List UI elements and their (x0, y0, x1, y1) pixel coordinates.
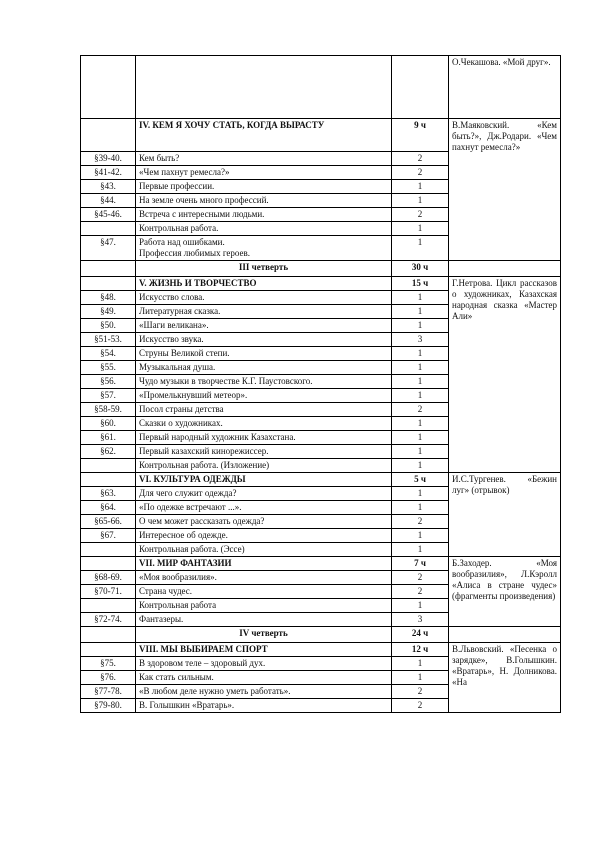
topic-cell (136, 515, 392, 529)
topic-text: Контрольная работа. (139, 223, 219, 233)
literature-cell (449, 261, 561, 277)
topic-cell (136, 194, 392, 208)
topic-cell (136, 56, 392, 119)
topic-text: Посол страны детства (139, 404, 224, 414)
section-title: VII. МИР ФАНТАЗИИ (136, 557, 392, 571)
hours-cell: 1 (392, 431, 449, 445)
hours-cell: 2 (392, 585, 449, 599)
literature-cell: Г.Нетрова. Цикл рассказов о художниках, Казахская народная сказка «Мастер Али» (449, 277, 561, 473)
topic-cell (136, 222, 392, 236)
topic-text-2: Профессия любимых героев. (139, 248, 251, 258)
num-cell (81, 119, 136, 152)
paragraph-number: §61. (81, 431, 136, 445)
hours-cell: 2 (392, 685, 449, 699)
topic-cell (136, 152, 392, 166)
quarter-row (81, 627, 561, 643)
section-hours: 5 ч (392, 473, 449, 487)
num-cell (81, 261, 136, 277)
lesson-plan-table (80, 55, 561, 713)
paragraph-number: §72-74. (81, 613, 136, 627)
num-cell (81, 56, 136, 119)
topic-text: «Моя вообразилия». (139, 572, 217, 582)
paragraph-number: §44. (81, 194, 136, 208)
table-row (81, 56, 561, 119)
topic-cell (136, 671, 392, 685)
paragraph-number: §48. (81, 291, 136, 305)
topic-text: Для чего служит одежда? (139, 488, 237, 498)
hours-cell: 1 (392, 657, 449, 671)
hours-cell: 3 (392, 333, 449, 347)
topic-text: Работа над ошибками. (139, 237, 225, 247)
section-header-row (81, 119, 561, 152)
topic-cell (136, 685, 392, 699)
paragraph-number: §56. (81, 375, 136, 389)
paragraph-number: §67. (81, 529, 136, 543)
hours-cell: 1 (392, 389, 449, 403)
topic-cell (136, 333, 392, 347)
literature-cell: В.Львовский. «Песенка о зарядке», В.Голышкин. «Вратарь», Н. Долникова. «На (449, 643, 561, 713)
hours-cell: 1 (392, 459, 449, 473)
paragraph-number: §68-69. (81, 571, 136, 585)
topic-text: Чудо музыки в творчестве К.Г. Паустовского. (139, 376, 313, 386)
hours-cell: 2 (392, 515, 449, 529)
paragraph-number: §63. (81, 487, 136, 501)
topic-cell (136, 459, 392, 473)
num-cell (81, 557, 136, 571)
topic-text: Струны Великой степи. (139, 348, 230, 358)
quarter-hours: 24 ч (392, 627, 449, 643)
topic-cell (136, 403, 392, 417)
hours-cell: 1 (392, 375, 449, 389)
paragraph-number: §55. (81, 361, 136, 375)
topic-text: Контрольная работа. (Эссе) (139, 544, 245, 554)
topic-cell (136, 180, 392, 194)
topic-cell (136, 585, 392, 599)
topic-text: Контрольная работа (139, 600, 217, 610)
paragraph-number: §62. (81, 445, 136, 459)
topic-text: В здоровом теле – здоровый дух. (139, 658, 266, 668)
paragraph-number (81, 459, 136, 473)
hours-cell: 1 (392, 236, 449, 261)
num-cell (81, 643, 136, 657)
hours-cell: 2 (392, 152, 449, 166)
topic-cell (136, 699, 392, 713)
paragraph-number: §50. (81, 319, 136, 333)
hours-cell: 1 (392, 305, 449, 319)
hours-cell: 2 (392, 208, 449, 222)
topic-cell (136, 236, 392, 261)
topic-text: Первый казахский кинорежиссер. (139, 446, 269, 456)
topic-cell (136, 431, 392, 445)
topic-text: Первые профессии. (139, 181, 215, 191)
hours-cell: 1 (392, 347, 449, 361)
hours-cell: 1 (392, 529, 449, 543)
hours-cell: 2 (392, 571, 449, 585)
topic-cell (136, 487, 392, 501)
literature-cell (449, 627, 561, 643)
hours-cell (392, 56, 449, 119)
topic-cell (136, 417, 392, 431)
paragraph-number: §65-66. (81, 515, 136, 529)
topic-text: Музыкальная душа. (139, 362, 216, 372)
paragraph-number: §58-59. (81, 403, 136, 417)
topic-cell (136, 347, 392, 361)
section-header-row (81, 473, 561, 487)
num-cell (81, 277, 136, 291)
topic-cell (136, 657, 392, 671)
paragraph-number: §41-42. (81, 166, 136, 180)
hours-cell: 1 (392, 543, 449, 557)
quarter-row (81, 261, 561, 277)
topic-cell (136, 599, 392, 613)
literature-cell: В.Маяковский. «Кем быть?», Дж.Родари. «Чем пахнут ремесла?» (449, 119, 561, 261)
section-title: VI. КУЛЬТУРА ОДЕЖДЫ (136, 473, 392, 487)
paragraph-number: §49. (81, 305, 136, 319)
topic-cell (136, 166, 392, 180)
section-hours: 9 ч (392, 119, 449, 152)
topic-text: Первый народный художник Казахстана. (139, 432, 296, 442)
topic-text: «Шаги великана». (139, 320, 209, 330)
literature-cell: И.С.Тургенев. «Бежин луг» (отрывок) (449, 473, 561, 557)
hours-cell: 1 (392, 599, 449, 613)
topic-cell (136, 571, 392, 585)
literature-cell: Б.Заходер. «Моя вообразилия», Л.Кэролл «Алиса в стране чудес» (фрагменты произведения) (449, 557, 561, 627)
section-header-row (81, 643, 561, 657)
topic-text: Сказки о художниках. (139, 418, 223, 428)
paragraph-number: §47. (81, 236, 136, 261)
topic-cell (136, 361, 392, 375)
topic-cell (136, 208, 392, 222)
topic-text: Контрольная работа. (Изложение) (139, 460, 270, 470)
section-title: V. ЖИЗНЬ И ТВОРЧЕСТВО (136, 277, 392, 291)
topic-cell (136, 613, 392, 627)
paragraph-number: §54. (81, 347, 136, 361)
num-cell (81, 627, 136, 643)
paragraph-number: §64. (81, 501, 136, 515)
topic-cell (136, 319, 392, 333)
paragraph-number: §45-46. (81, 208, 136, 222)
topic-text: «Чем пахнут ремесла?» (139, 167, 230, 177)
paragraph-number: §77-78. (81, 685, 136, 699)
topic-text: В. Голышкин «Вратарь». (139, 700, 235, 710)
hours-cell: 1 (392, 291, 449, 305)
paragraph-number (81, 543, 136, 557)
topic-cell (136, 445, 392, 459)
paragraph-number: §43. (81, 180, 136, 194)
quarter-hours: 30 ч (392, 261, 449, 277)
hours-cell: 1 (392, 222, 449, 236)
literature-cell: О.Чекашова. «Мой друг». (449, 56, 561, 119)
topic-cell (136, 375, 392, 389)
hours-cell: 1 (392, 180, 449, 194)
hours-cell: 1 (392, 487, 449, 501)
topic-text: Встреча с интересными людьми. (139, 209, 265, 219)
topic-text: «В любом деле нужно уметь работать». (139, 686, 291, 696)
paragraph-number: §51-53. (81, 333, 136, 347)
quarter-title: III четверть (136, 261, 392, 277)
topic-text: «Промелькнувший метеор». (139, 390, 248, 400)
hours-cell: 2 (392, 699, 449, 713)
topic-text: Интересное об одежде. (139, 530, 228, 540)
topic-text: Фантазеры. (139, 614, 184, 624)
hours-cell: 1 (392, 417, 449, 431)
paragraph-number: §57. (81, 389, 136, 403)
paragraph-number: §70-71. (81, 585, 136, 599)
hours-cell: 1 (392, 445, 449, 459)
topic-cell (136, 291, 392, 305)
section-title: IV. КЕМ Я ХОЧУ СТАТЬ, КОГДА ВЫРАСТУ (136, 119, 392, 152)
hours-cell: 3 (392, 613, 449, 627)
section-header-row (81, 277, 561, 291)
section-header-row (81, 557, 561, 571)
topic-text: Страна чудес. (139, 586, 192, 596)
paragraph-number (81, 222, 136, 236)
topic-text: Искусство звука. (139, 334, 204, 344)
topic-cell (136, 305, 392, 319)
topic-cell (136, 389, 392, 403)
paragraph-number: §79-80. (81, 699, 136, 713)
topic-cell (136, 529, 392, 543)
section-title: VIII. МЫ ВЫБИРАЕМ СПОРТ (136, 643, 392, 657)
hours-cell: 1 (392, 671, 449, 685)
topic-text: На земле очень много профессий. (139, 195, 269, 205)
hours-cell: 1 (392, 501, 449, 515)
topic-text: Литературная сказка. (139, 306, 221, 316)
section-hours: 12 ч (392, 643, 449, 657)
hours-cell: 2 (392, 166, 449, 180)
section-hours: 7 ч (392, 557, 449, 571)
paragraph-number (81, 599, 136, 613)
hours-cell: 1 (392, 194, 449, 208)
topic-text: Кем быть? (139, 153, 180, 163)
paragraph-number: §76. (81, 671, 136, 685)
paragraph-number: §60. (81, 417, 136, 431)
topic-text: Искусство слова. (139, 292, 205, 302)
hours-cell: 1 (392, 361, 449, 375)
hours-cell: 2 (392, 403, 449, 417)
section-hours: 15 ч (392, 277, 449, 291)
paragraph-number: §75. (81, 657, 136, 671)
hours-cell: 1 (392, 319, 449, 333)
topic-cell (136, 501, 392, 515)
topic-cell (136, 543, 392, 557)
quarter-title: IV четверть (136, 627, 392, 643)
paragraph-number: §39-40. (81, 152, 136, 166)
topic-text: «По одежке встречают ...». (139, 502, 242, 512)
topic-text: Как стать сильным. (139, 672, 214, 682)
topic-text: О чем может рассказать одежда? (139, 516, 265, 526)
num-cell (81, 473, 136, 487)
